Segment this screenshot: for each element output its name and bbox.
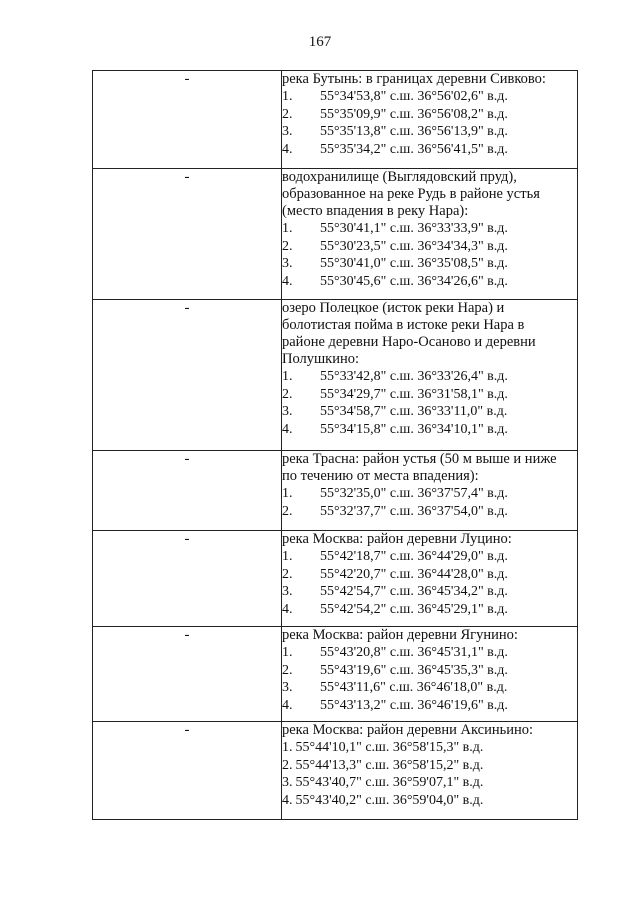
coordinate-number: 4. (282, 792, 293, 808)
coordinate-value: 55°30'45,6" с.ш. 36°34'26,6" в.д. (320, 273, 508, 289)
table-row (93, 300, 578, 451)
water-body-description: река Трасна: район устья (50 м выше и ниже по течению от места впадения): (282, 451, 557, 484)
water-body-description: озеро Полецкое (исток реки Нара) и болотистая пойма в истоке реки Нара в районе деревни Наро-Осаново и деревни Полушкино: (282, 300, 536, 367)
coordinate-item (282, 697, 577, 715)
coordinate-item (282, 566, 577, 584)
row-marker-cell: - (93, 627, 282, 722)
coordinate-item (282, 123, 577, 141)
coordinate-item (282, 255, 577, 273)
coordinate-item (282, 403, 577, 421)
table-row (93, 722, 578, 820)
coordinate-number: 3. (282, 584, 293, 600)
page-number: 167 (308, 34, 332, 50)
water-body-description: река Москва: район деревни Аксиньино: (282, 722, 534, 738)
coordinate-value: 55°33'42,8" с.ш. 36°33'26,4" в.д. (320, 369, 508, 384)
coordinate-item (282, 644, 577, 662)
table-row (93, 531, 578, 627)
row-marker-cell: - (93, 722, 282, 820)
coordinate-item (282, 386, 577, 404)
coordinate-value: 55°30'23,5" с.ш. 36°34'34,3" в.д. (320, 238, 508, 254)
row-marker-cell: - (93, 169, 282, 300)
coordinate-value: 55°32'37,7" с.ш. 36°37'54,0" в.д. (320, 503, 508, 519)
coordinate-value: 55°35'13,8" с.ш. 36°56'13,9" в.д. (320, 124, 508, 140)
row-marker-cell: - (93, 300, 282, 451)
coordinate-number: 3. (282, 775, 293, 791)
coordinate-number: 1. (282, 740, 293, 755)
row-content-cell (282, 300, 578, 451)
coordinate-number: 4. (282, 273, 293, 289)
row-content-cell (282, 627, 578, 722)
coordinate-number: 2. (282, 566, 293, 582)
coordinate-value: 55°30'41,1" с.ш. 36°33'33,9" в.д. (320, 221, 508, 236)
coordinate-value: 55°42'20,7" с.ш. 36°44'28,0" в.д. (320, 566, 508, 582)
coordinate-item (282, 601, 577, 619)
coordinates-list (282, 220, 577, 290)
coordinates-list (282, 88, 577, 158)
coordinate-value: 55°35'34,2" с.ш. 36°56'41,5" в.д. (320, 141, 508, 157)
coordinate-item (282, 757, 577, 775)
coordinates-list (282, 368, 577, 438)
coordinate-item (282, 421, 577, 439)
coordinate-value: 55°43'11,6" с.ш. 36°46'18,0" в.д. (320, 680, 508, 696)
row-content-cell (282, 531, 578, 627)
coordinate-item (282, 679, 577, 697)
coordinate-value: 55°43'40,7" с.ш. 36°59'07,1" в.д. (295, 775, 484, 791)
coordinate-item (282, 792, 577, 810)
coordinate-value: 55°34'53,8" с.ш. 36°56'02,6" в.д. (320, 89, 508, 104)
coordinate-value: 55°35'09,9" с.ш. 36°56'08,2" в.д. (320, 106, 508, 122)
coordinate-item (282, 739, 577, 757)
coordinate-item (282, 583, 577, 601)
coordinate-value: 55°30'41,0" с.ш. 36°35'08,5" в.д. (320, 256, 508, 272)
row-marker-cell: - (93, 531, 282, 627)
coordinate-number: 2. (282, 662, 293, 678)
table-row (93, 71, 578, 169)
coordinate-item (282, 141, 577, 159)
coordinate-value: 55°32'35,0" с.ш. 36°37'57,4" в.д. (320, 486, 508, 501)
coordinate-number: 3. (282, 124, 293, 140)
coordinate-value: 55°43'40,2" с.ш. 36°59'04,0" в.д. (295, 792, 484, 808)
coordinate-number: 2. (282, 757, 293, 773)
coordinates-list (282, 644, 577, 714)
coordinate-value: 55°34'29,7" с.ш. 36°31'58,1" в.д. (320, 386, 508, 402)
coordinate-value: 55°34'58,7" с.ш. 36°33'11,0" в.д. (320, 404, 508, 420)
coordinate-value: 55°43'19,6" с.ш. 36°45'35,3" в.д. (320, 662, 508, 678)
coordinate-value: 55°44'13,3" с.ш. 36°58'15,2" в.д. (295, 757, 484, 773)
coordinate-number: 2. (282, 386, 293, 402)
coordinates-list (282, 485, 577, 520)
coordinate-item (282, 503, 577, 521)
coordinate-number: 4. (282, 601, 293, 617)
coordinates-table (92, 70, 578, 820)
coordinate-number: 1. (282, 549, 293, 564)
coordinate-number: 2. (282, 503, 293, 519)
coordinate-value: 55°44'10,1" с.ш. 36°58'15,3" в.д. (295, 740, 484, 755)
coordinate-number: 4. (282, 697, 293, 713)
coordinate-number: 2. (282, 238, 293, 254)
row-marker-cell: - (93, 451, 282, 531)
table-row (93, 627, 578, 722)
row-content-cell (282, 451, 578, 531)
row-marker-cell: - (93, 71, 282, 169)
water-body-description: река Москва: район деревни Луцино: (282, 531, 512, 547)
coordinate-value: 55°34'15,8" с.ш. 36°34'10,1" в.д. (320, 421, 508, 437)
coordinate-number: 1. (282, 645, 293, 660)
coordinate-number: 1. (282, 221, 293, 236)
coordinate-number: 1. (282, 369, 293, 384)
row-content-cell (282, 169, 578, 300)
water-body-description: река Бутынь: в границах деревни Сивково: (282, 71, 546, 87)
coordinates-list (282, 548, 577, 618)
water-body-description: водохранилище (Выглядовский пруд), образованное на реке Рудь в районе устья (место впадения в реку Нара): (282, 169, 540, 219)
water-body-description: река Москва: район деревни Ягунино: (282, 627, 518, 643)
coordinate-item (282, 774, 577, 792)
table-row (93, 451, 578, 531)
table-row (93, 169, 578, 300)
coordinates-list (282, 739, 577, 809)
coordinate-value: 55°43'20,8" с.ш. 36°45'31,1" в.д. (320, 645, 508, 660)
coordinate-number: 1. (282, 89, 293, 104)
coordinate-number: 4. (282, 141, 293, 157)
table-body (93, 71, 578, 820)
coordinate-number: 2. (282, 106, 293, 122)
coordinate-number: 4. (282, 421, 293, 437)
coordinate-item (282, 662, 577, 680)
coordinate-number: 1. (282, 486, 293, 501)
coordinate-item (282, 88, 577, 106)
coordinate-number: 3. (282, 680, 293, 696)
coordinate-value: 55°42'54,2" с.ш. 36°45'29,1" в.д. (320, 601, 508, 617)
coordinate-item (282, 238, 577, 256)
coordinate-number: 3. (282, 256, 293, 272)
coordinate-item (282, 220, 577, 238)
coordinate-item (282, 368, 577, 386)
row-content-cell (282, 722, 578, 820)
coordinate-value: 55°42'54,7" с.ш. 36°45'34,2" в.д. (320, 584, 508, 600)
coordinate-item (282, 485, 577, 503)
coordinate-item (282, 548, 577, 566)
coordinate-number: 3. (282, 404, 293, 420)
row-content-cell (282, 71, 578, 169)
coordinate-value: 55°42'18,7" с.ш. 36°44'29,0" в.д. (320, 549, 508, 564)
coordinate-item (282, 273, 577, 291)
coordinate-value: 55°43'13,2" с.ш. 36°46'19,6" в.д. (320, 697, 508, 713)
coordinate-item (282, 106, 577, 124)
